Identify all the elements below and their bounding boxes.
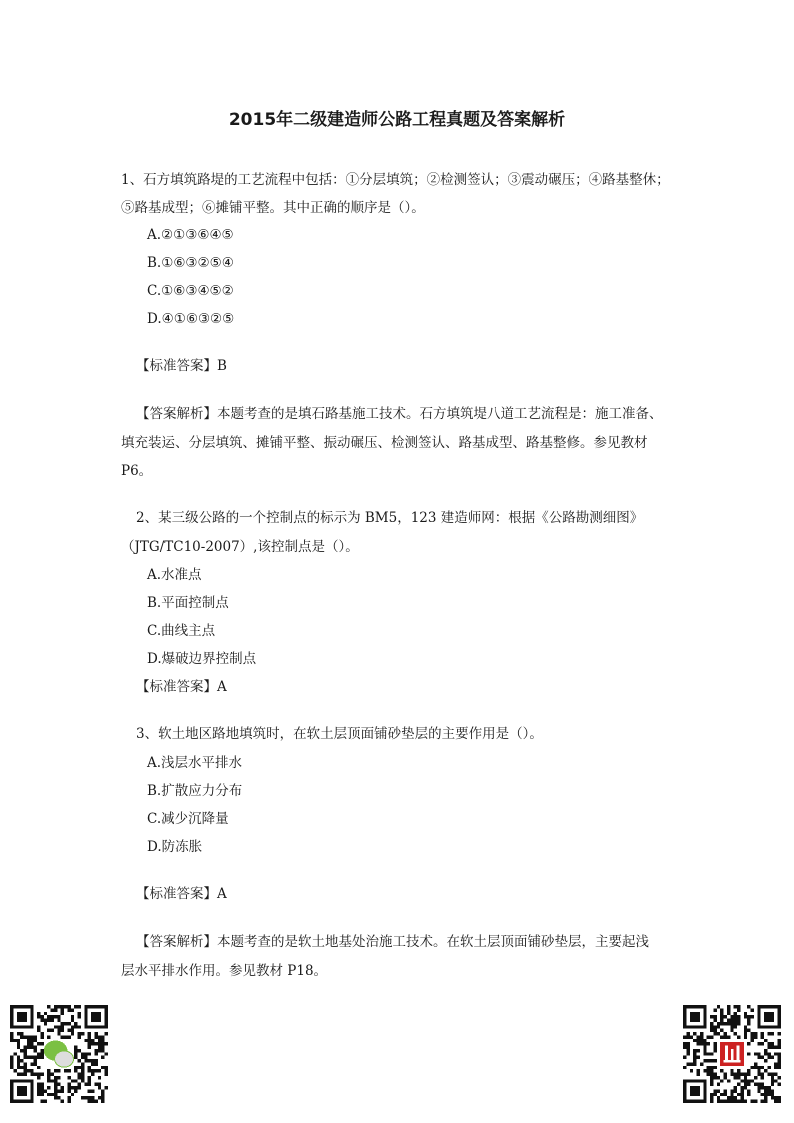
q1-analysis-line-1: 【答案解析】本题考查的是填石路基施工技术。石方填筑堤八道工艺流程是：施工准备、: [136, 406, 663, 422]
q3-option-b: B.扩散应力分布: [147, 783, 243, 799]
q1-line-1: 1、石方填筑路堤的工艺流程中包括：①分层填筑；②检测签认；③震动碾压；④路基整休；: [121, 172, 670, 188]
q3-analysis-line-1: 【答案解析】本题考查的是软土地基处治施工技术。在软土层顶面铺砂垫层，主要起浅: [136, 934, 649, 950]
q1-analysis-line-3: P6。: [121, 463, 153, 479]
q1-option-c: C.①⑥③④⑤②: [147, 283, 234, 299]
q2-answer: 【标准答案】A: [136, 679, 227, 695]
q2-line-1: 2、某三级公路的一个控制点的标示为 BM5，123 建造师网：根据《公路勘测细图》: [136, 510, 644, 526]
q1-option-d: D.④①⑥③②⑤: [147, 311, 235, 327]
q2-option-a: A.水准点: [147, 567, 202, 583]
q3-option-a: A.浅层水平排水: [147, 755, 243, 771]
q3-answer: 【标准答案】A: [136, 886, 227, 902]
q3-line-1: 3、软土地区路地填筑时，在软土层顶面铺砂垫层的主要作用是（）。: [136, 726, 543, 742]
q3-analysis-line-2: 层水平排水作用。参见教材 P18。: [121, 963, 328, 979]
q1-option-b: B.①⑥③②⑤④: [147, 255, 234, 271]
wechat-qr-code-icon: [10, 1005, 108, 1103]
q2-option-d: D.爆破边界控制点: [147, 651, 257, 667]
q2-option-b: B.平面控制点: [147, 595, 229, 611]
q2-line-2: （JTG/TC10-2007）,该控制点是（）。: [121, 539, 359, 555]
q3-option-d: D.防冻胀: [147, 839, 203, 855]
q1-option-a: A.②①③⑥④⑤: [147, 227, 234, 243]
q1-analysis-line-2: 填充装运、分层填筑、摊铺平整、振动碾压、检测签认、路基成型、路基整修。参见教材: [121, 435, 648, 451]
site-qr-code-icon: [683, 1005, 781, 1103]
q2-option-c: C.曲线主点: [147, 623, 216, 639]
q1-answer: 【标准答案】B: [136, 358, 227, 374]
q3-option-c: C.减少沉降量: [147, 811, 229, 827]
q1-line-2: ⑤路基成型；⑥摊铺平整。其中正确的顺序是（）。: [121, 200, 425, 216]
page-title: 2015年二级建造师公路工程真题及答案解析: [228, 110, 566, 130]
